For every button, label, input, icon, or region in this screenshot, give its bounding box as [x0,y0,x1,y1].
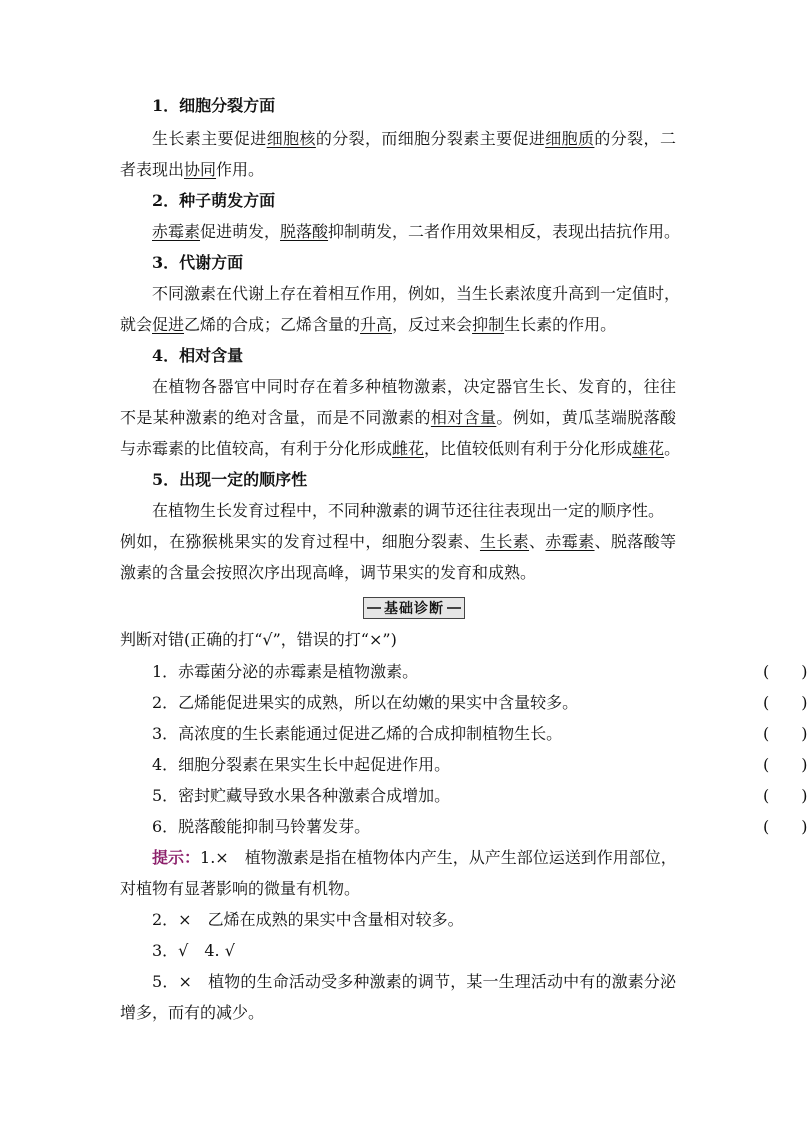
quiz-item-text: 5．密封贮藏导致水果各种激素合成增加。 [152,786,451,805]
text-run: ，比值较低则有利于分化形成 [424,439,633,458]
answer-5-line-2: 增多，而有的减少。 [120,1003,265,1022]
answer-blank: ( ) [763,662,808,681]
text-run: 乙烯的合成；乙烯含量的 [184,315,361,334]
text-run: 的分裂，而细胞分裂素主要促进 [315,129,546,148]
section-3-heading: 3．代谢方面 [152,253,244,272]
section-banner [363,597,465,619]
text-run: 生长素的作用。 [504,315,617,334]
text-run: 在植物各器官中同时存在着多种植物激素，决定器官生长、发育的，往往 [152,377,676,396]
quiz-item-text: 2．乙烯能促进果实的成熟，所以在幼嫩的果实中含量较多。 [152,693,579,712]
section-3-body-line-2 [120,310,676,340]
banner-label: 基础诊断 [384,601,444,617]
answer-1-line-2: 对植物有显著影响的微量有机物。 [120,879,361,898]
section-4-body-line-1 [152,372,676,402]
quiz-item [152,657,808,687]
answer-1-line-1 [152,843,676,873]
underlined-term: 脱落酸 [280,222,329,241]
section-2-body-line-1 [152,217,681,247]
section-4-body-line-3 [120,434,681,464]
section-1-body-line-1 [152,124,676,154]
tip-label: 提示： [152,848,201,867]
underlined-term: 核 [299,129,316,148]
underlined-term: 赤霉素 [545,532,595,551]
text-run: 。 [664,439,681,458]
underlined-term: 促进 [152,315,185,334]
quiz-instruction: 判断对错(正确的打“√”，错误的打“×”) [120,630,397,649]
underlined-term: 生长素 [479,532,530,551]
underlined-term: 质 [578,129,595,148]
quiz-item [152,781,808,811]
section-3-body-line-1 [152,279,681,309]
answer-blank: ( ) [763,755,808,774]
section-5-body-line-3 [120,558,676,588]
quiz-item-text: 6．脱落酸能抑制马铃薯发芽。 [152,817,371,836]
text-run: 作用。 [216,160,265,179]
text-run: 例如，在猕猴桃果实的发育过程中，细胞分裂素、 [120,532,480,551]
answer-text: 1.× 植物激素是指在植物体内产生，从产生部位运送到作用部位， [200,848,677,867]
answer-3-4: 3．√ 4. √ [152,941,235,960]
underlined-term: 相对含量 [430,408,497,427]
answer-blank: ( ) [763,724,808,743]
section-4-body-line-2 [120,403,676,433]
answer-2: 2．× 乙烯在成熟的果实中含量相对较多。 [152,910,464,929]
text-run: 不是某种激素的绝对含量，而是不同激素的 [120,408,431,427]
section-4-heading: 4．相对含量 [152,346,244,365]
text-run: 者表现出 [120,160,185,179]
quiz-item [152,812,808,842]
text-run: 。例如，黄瓜茎端脱落酸 [496,408,676,427]
answer-blank: ( ) [763,693,808,712]
text-run: 、脱落酸等 [594,532,676,551]
section-5-heading: 5．出现一定的顺序性 [152,470,308,489]
text-run: ，反过来会 [392,315,473,334]
text-run: 就会 [120,315,153,334]
text-run: 抑制萌发，二者作用效果相反，表现出拮抗作用。 [328,222,681,241]
text-run: 的分裂，二 [594,129,676,148]
section-5-body-line-1 [152,496,676,526]
underlined-term: 细胞 [545,129,579,148]
text-run: 生长素主要促进 [152,129,267,148]
quiz-item [152,719,808,749]
text-run: 促进萌发， [200,222,281,241]
underlined-term: 雌花 [392,439,425,458]
underlined-term: 协同 [184,160,217,179]
underlined-term: 抑制 [472,315,505,334]
answer-blank: ( ) [763,786,808,805]
answer-5-line-1: 5．× 植物的生命活动受多种激素的调节，某一生理活动中有的激素分泌 [152,972,676,991]
quiz-item-text: 4．细胞分裂素在果实生长中起促进作用。 [152,755,451,774]
quiz-item-text: 3．高浓度的生长素能通过促进乙烯的合成抑制植物生长。 [152,724,563,743]
underlined-term: 赤霉素 [152,222,201,241]
text-run: 激素的含量会按照次序出现高峰，调节果实的发育和成熟。 [120,563,537,582]
underlined-term: 细胞 [266,129,300,148]
quiz-item-text: 1．赤霉菌分泌的赤霉素是植物激素。 [152,662,419,681]
underlined-term: 雄花 [632,439,665,458]
text-run: 与赤霉素的比值较高，有利于分化形成 [120,439,393,458]
text-run: 、 [529,532,546,551]
underlined-term: 升高 [360,315,393,334]
answer-blank: ( ) [763,817,808,836]
section-1-heading: 1．细胞分裂方面 [152,96,276,115]
section-2-heading: 2．种子萌发方面 [152,191,276,210]
quiz-item [152,688,808,718]
text-run: 在植物生长发育过程中，不同种激素的调节还往往表现出一定的顺序性。 [152,501,665,520]
section-1-body-line-2 [120,155,676,185]
text-run: 不同激素在代谢上存在着相互作用，例如，当生长素浓度升高到一定值时， [152,284,681,303]
quiz-item [152,750,808,780]
section-5-body-line-2 [120,527,676,557]
